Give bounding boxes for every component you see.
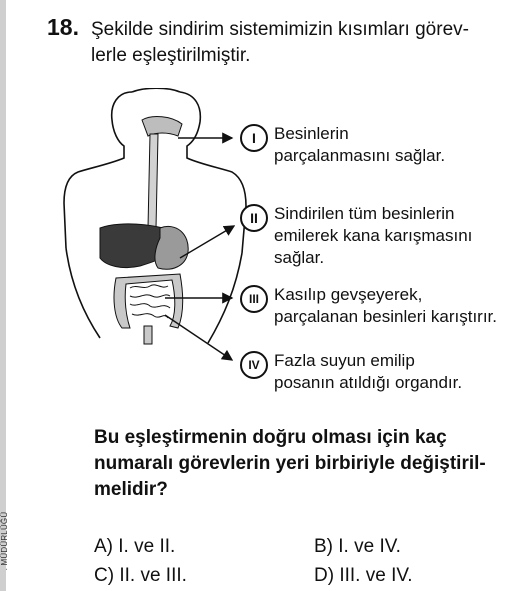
function-text-III	[274, 284, 529, 328]
function-IV-line-1: Fazla suyun emilip	[274, 351, 415, 370]
prompt-line-2: numaralı görevlerin yeri birbiriyle değiştiril-	[94, 453, 486, 474]
function-text-IV	[274, 350, 529, 394]
question-text-line-1: Şekilde sindirim sistemimizin kısımları görev-	[91, 19, 469, 40]
question-text-line-2: lerle eşleştirilmiştir.	[91, 45, 251, 66]
arrow-II	[180, 226, 234, 258]
option-d[interactable]: D) III. ve IV.	[314, 565, 413, 586]
prompt-line-3: melidir?	[94, 479, 168, 500]
function-III-line-2: parçalanan besinleri karıştırır.	[274, 307, 497, 326]
function-I-line-2: parçalanmasını sağlar.	[274, 146, 446, 165]
sidebar-text: . MÜDÜRLÜĞÜ	[0, 511, 9, 571]
function-II-line-2: emilerek kana karışmasını	[274, 226, 473, 245]
option-b[interactable]: B) I. ve IV.	[314, 536, 401, 557]
arrow-IV	[165, 315, 232, 360]
function-numeral-I: I	[240, 124, 268, 152]
function-numeral-IV: IV	[240, 351, 268, 379]
function-text-II	[274, 203, 529, 269]
prompt-line-1: Bu eşleştirmenin doğru olması için kaç	[94, 427, 447, 448]
function-numeral-III: III	[240, 285, 268, 313]
function-I-line-1: Besinlerin	[274, 124, 349, 143]
function-II-line-1: Sindirilen tüm besinlerin	[274, 204, 455, 223]
function-IV-line-2: posanın atıldığı organdır.	[274, 373, 463, 392]
function-text-I	[274, 123, 529, 167]
option-c[interactable]: C) II. ve III.	[94, 565, 187, 586]
function-III-line-1: Kasılıp gevşeyerek,	[274, 285, 423, 304]
function-II-line-3: sağlar.	[274, 248, 325, 267]
question-prompt	[94, 425, 524, 503]
function-numeral-II: II	[240, 204, 268, 232]
question-number: 18.	[47, 14, 79, 40]
option-a[interactable]: A) I. ve II.	[94, 536, 176, 557]
